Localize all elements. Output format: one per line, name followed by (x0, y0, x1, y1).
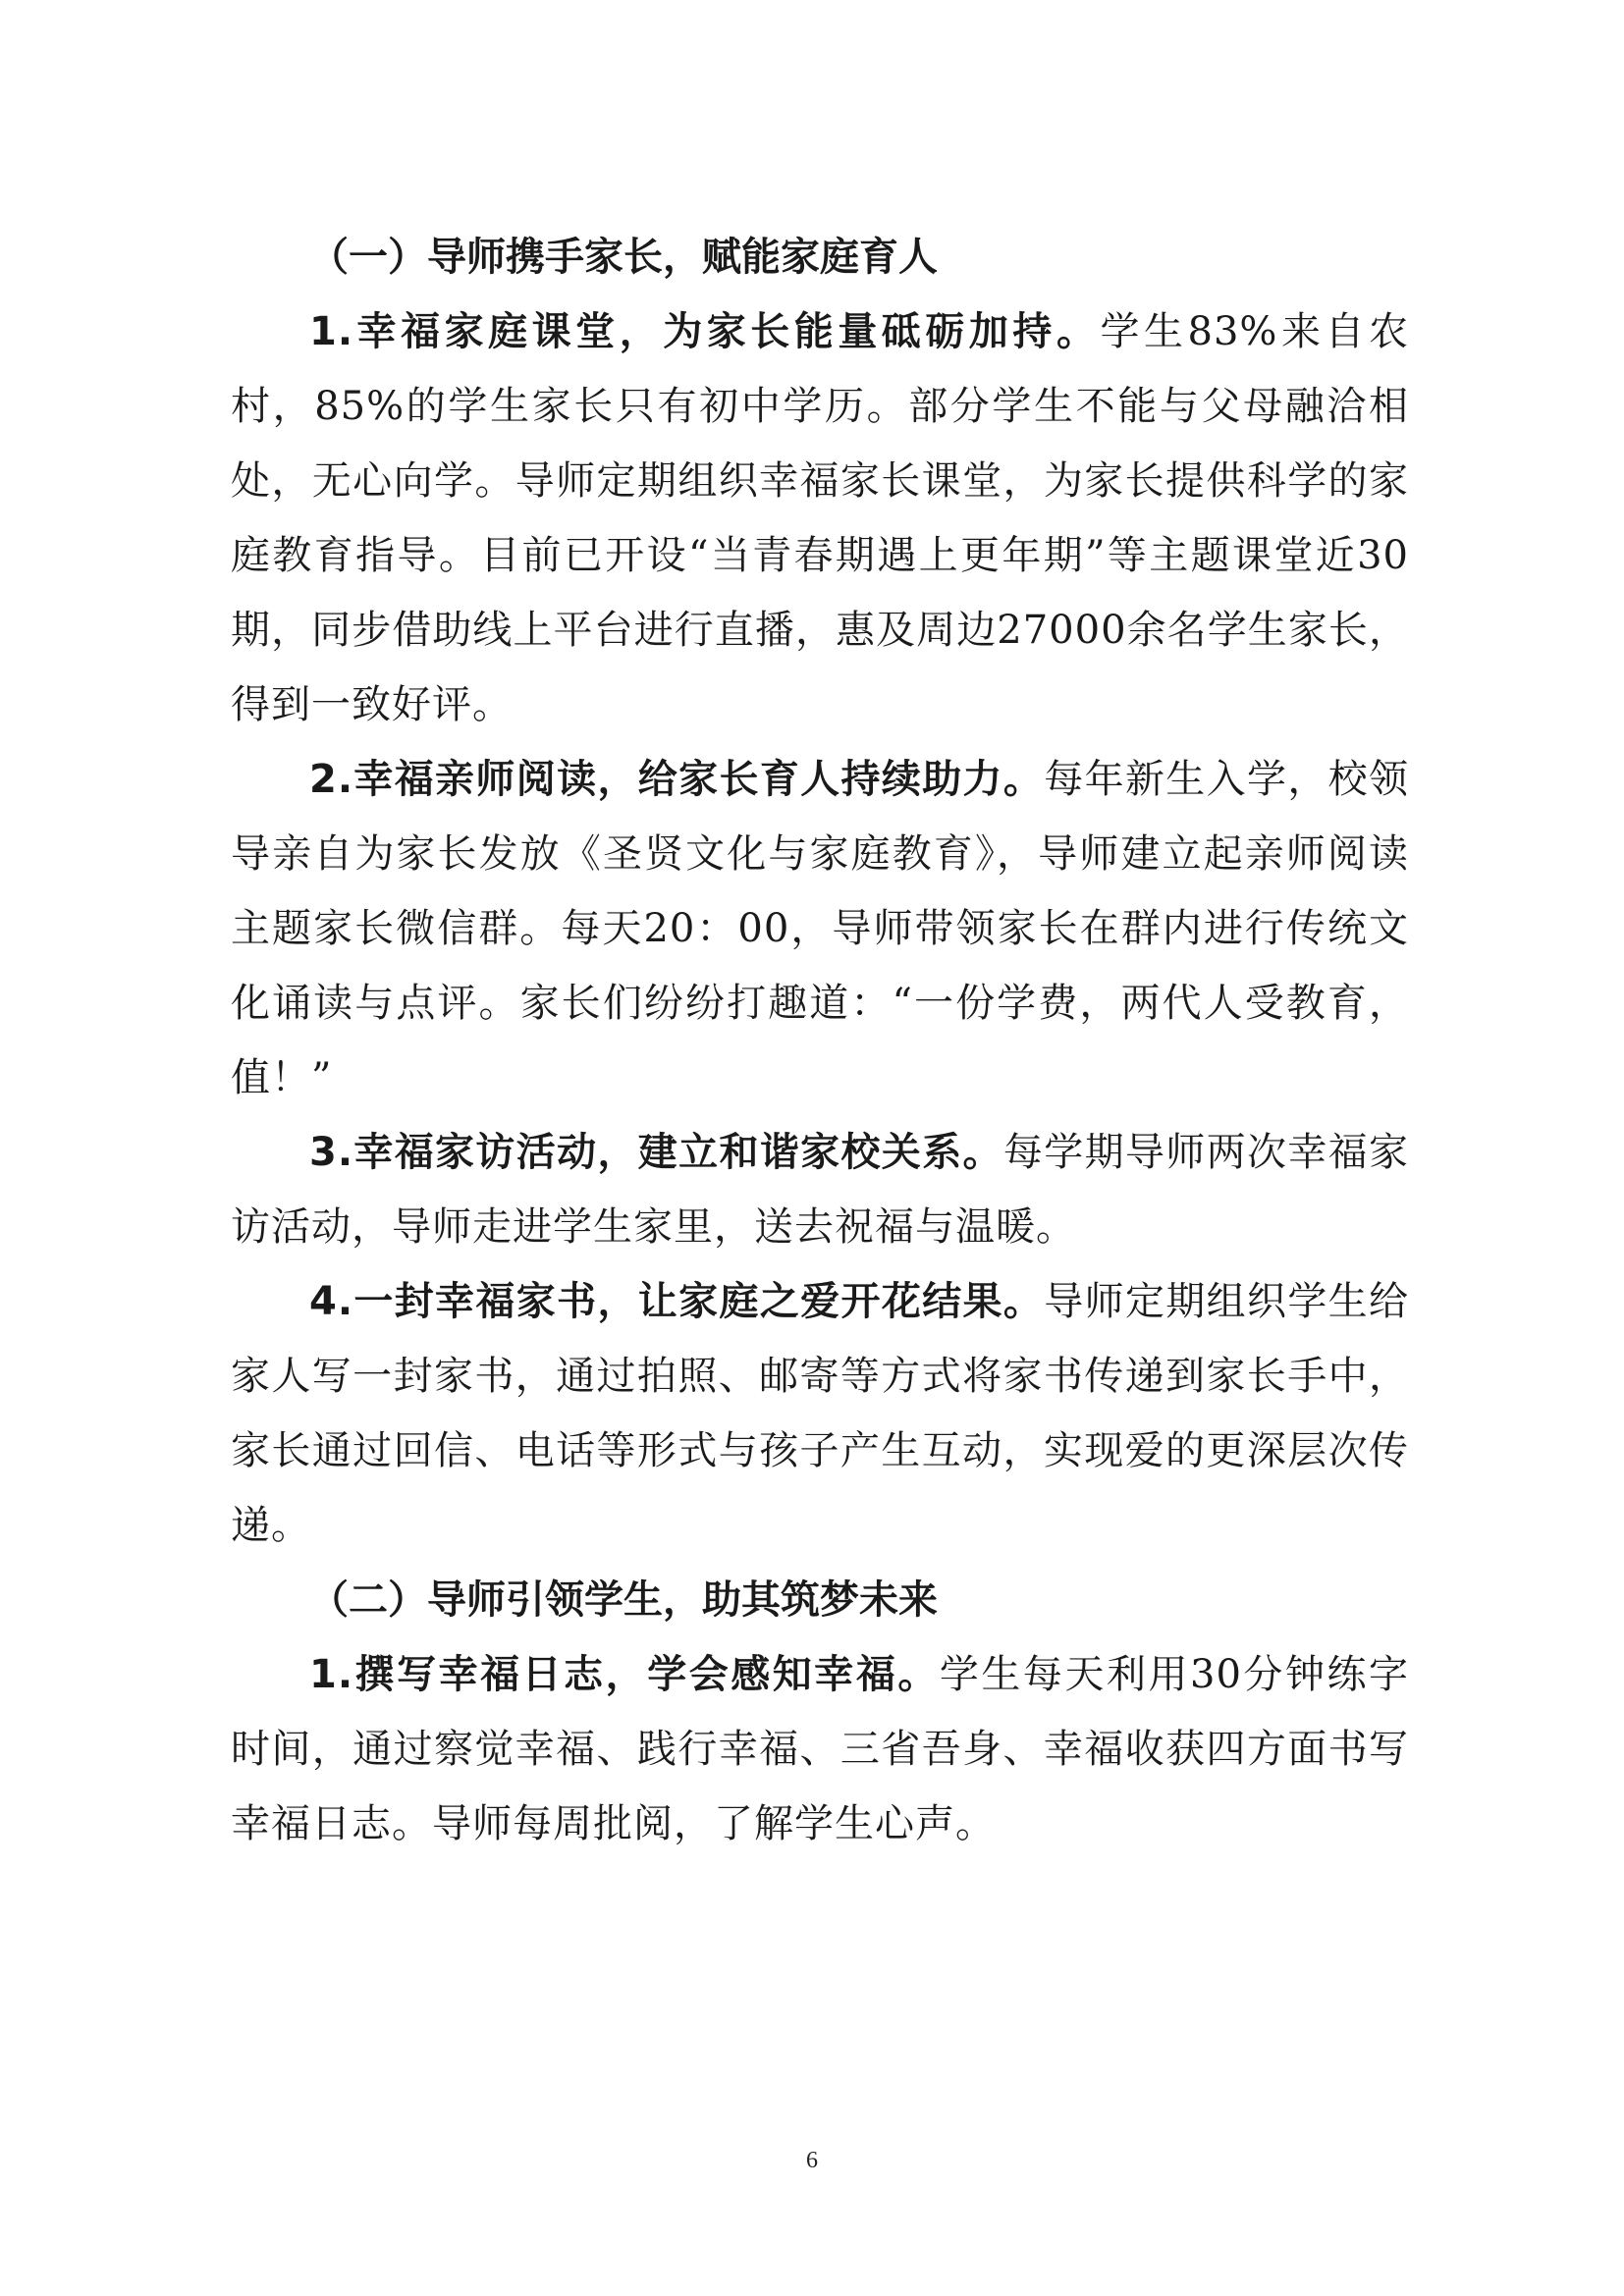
paragraph-2-1 (231, 1637, 1409, 1861)
paragraph-body: 学生每天利用30分钟练字时间，通过察觉幸福、践行幸福、三省吾身、幸福收获四方面书写幸福日志。导师每周批阅，了解学生心声。 (231, 1652, 1409, 1846)
paragraph-1-2 (231, 742, 1409, 1115)
paragraph-body: 学生83%来自农村，85%的学生家长只有初中学历。部分学生不能与父母融洽相处，无心向学。导师定期组织幸福家长课堂，为家长提供科学的家庭教育指导。目前已开设“当青春期遇上更年期”等主题课堂近30期，同步借助线上平台进行直播，惠及周边27000余名学生家长，得到一致好评。 (231, 309, 1409, 727)
page-number: 6 (806, 2148, 818, 2173)
paragraph-1-4 (231, 1264, 1409, 1563)
section-heading-2: （二）导师引领学生，助其筑梦未来 (309, 1577, 938, 1623)
paragraph-body: 导师定期组织学生给家人写一封家书，通过拍照、邮寄等方式将家书传递到家长手中，家长通过回信、电话等形式与孩子产生互动，实现爱的更深层次传递。 (231, 1279, 1410, 1548)
paragraph-lead: 2.幸福亲师阅读，给家长育人持续助力。 (309, 757, 1045, 802)
paragraph-lead: 1.撰写幸福日志，学会感知幸福。 (309, 1652, 940, 1697)
paragraph-body: 每年新生入学，校领导亲自为家长发放《圣贤文化与家庭教育》，导师建立起亲师阅读主题家长微信群。每天20：00，导师带领家长在群内进行传统文化诵读与点评。家长们纷纷打趣道：“一份学费，两代人受教育，值！” (231, 757, 1410, 1100)
paragraph-1-3 (231, 1115, 1409, 1264)
paragraph-1-1 (231, 294, 1409, 742)
document-body (231, 220, 1409, 1861)
section-heading-1: （一）导师携手家长，赋能家庭育人 (309, 235, 938, 280)
paragraph-body: 每学期导师两次幸福家访活动，导师走进学生家里，送去祝福与温暖。 (231, 1130, 1410, 1250)
paragraph-lead: 4.一封幸福家书，让家庭之爱开花结果。 (309, 1279, 1045, 1324)
paragraph-lead: 1.幸福家庭课堂，为家长能量砥砺加持。 (309, 309, 1101, 354)
paragraph-lead: 3.幸福家访活动，建立和谐家校关系。 (309, 1130, 1003, 1175)
